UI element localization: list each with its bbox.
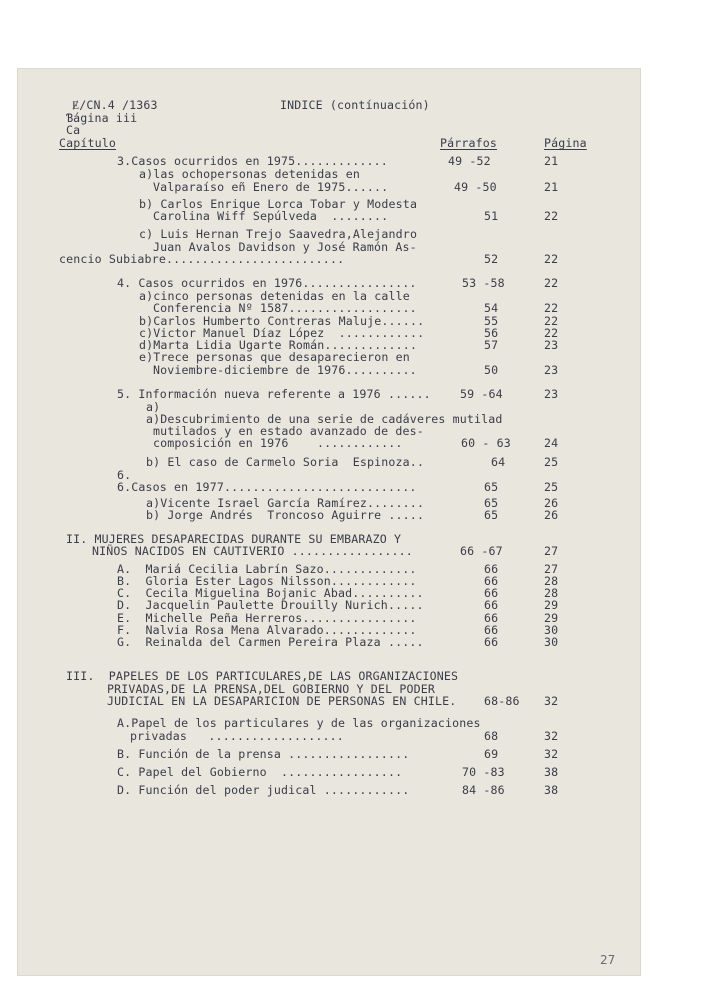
index-entry-text: a)Vicente Israel García Ramírez........ [146,496,425,510]
index-entry-text: composición en 1976 ............ [153,436,403,450]
index-entry-text: A. Mariá Cecilia Labrín Sazo............. [117,562,417,576]
page-column-header: Página [544,136,587,150]
index-entry-text: b) El caso de Carmelo Soria Espinoza.. [146,455,425,469]
index-entry-paragraphs: 70 -83 [462,765,505,779]
index-entry-text: 5. Información nueva referente a 1976 ...... [117,387,431,401]
index-entry-page: 21 [544,180,559,194]
index-entry-paragraphs: 66 [484,611,499,625]
index-entry-text: Conferencia Nº 1587.................. [153,301,417,315]
index-entry-page: 23 [544,363,559,377]
chapter-mark: Ca [66,123,81,137]
handwritten-page-mark: 27 [600,953,616,967]
index-entry-paragraphs: 59 -64 [460,387,503,401]
index-entry-page: 23 [544,338,559,352]
index-entry-page: 38 [544,765,559,779]
index-entry-text: 6. [117,468,132,482]
index-entry-paragraphs: 69 [484,747,499,761]
index-entry-text: 6.Casos en 1977........................... [117,480,417,494]
index-entry-text: F. Nalvia Rosa Mena Alvarado............. [117,623,417,637]
index-entry-text: b)Carlos Humberto Contreras Maluje...... [139,314,425,328]
index-entry-paragraphs: 66 [484,562,499,576]
index-entry-page: 26 [544,496,559,510]
index-entry-paragraphs: 52 [484,252,499,266]
index-entry-paragraphs: 64 [491,455,506,469]
index-entry-page: 26 [544,508,559,522]
index-entry-paragraphs: 56 [484,326,499,340]
index-entry-paragraphs: 53 -58 [462,276,505,290]
index-entry-paragraphs: 65 [484,508,499,522]
index-entry-paragraphs: 60 - 63 [461,436,511,450]
index-entry-text: c) Luis Hernan Trejo Saavedra,Alejandro [139,227,418,241]
index-entry-page: 22 [544,314,559,328]
index-entry-text: Juan Avalos Davidson y José Ramón As- [153,240,417,254]
index-entry-page: 22 [544,326,559,340]
index-entry-page: 28 [544,586,559,600]
index-entry-text: D. Jacquelin Paulette Drouilly Nurich..... [117,598,424,612]
index-entry-text: privadas ................... [130,729,344,743]
index-entry-paragraphs: 84 -86 [462,783,505,797]
index-entry-text: C. Papel del Gobierno ................. [117,765,403,779]
index-entry-text: E. Michelle Peña Herreros................ [117,611,417,625]
chapter-column-header: Capítulo [59,136,117,150]
index-entry-text: NIÑOS NACIDOS EN CAUTIVERIO ................. [92,544,413,558]
index-entry-text: Noviembre-diciembre de 1976.......... [153,363,417,377]
index-entry-paragraphs: 55 [484,314,499,328]
index-entry-page: 30 [544,635,559,649]
index-entry-paragraphs: 50 [484,363,499,377]
index-entry-page: 32 [544,694,559,708]
index-entry-page: 23 [544,387,559,401]
index-entry-paragraphs: 66 -67 [460,544,503,558]
index-entry-text: II. MUJERES DESAPARECIDAS DURANTE SU EMBARAZO Y [66,532,402,546]
index-entry-text: Valparaíso eñ Enero de 1975...... [153,180,389,194]
index-entry-page: 21 [544,154,559,168]
index-entry-paragraphs: 68-86 [484,694,520,708]
index-entry-paragraphs: 51 [484,209,499,223]
index-entry-paragraphs: 49 -52 [448,154,491,168]
index-entry-text: PRIVADAS,DE LA PRENSA,DEL GOBIERNO Y DEL PODER [107,682,435,696]
index-entry-text: a)Descubrimiento de una serie de cadáveres mutilad [146,412,503,426]
index-entry-page: 38 [544,783,559,797]
index-entry-text: D. Función del poder judical ............ [117,783,410,797]
index-entry-text: B. Gloria Ester Lagos Nilsson............ [117,574,417,588]
index-entry-page: 22 [544,276,559,290]
index-entry-page: 30 [544,623,559,637]
document-reference: Ɇ/CN.4 /1363 [72,98,158,112]
index-entry-text: A.Papel de los particulares y de las organizaciones [117,716,481,730]
index-entry-text: b) Carlos Enrique Lorca Tobar y Modesta [139,197,418,211]
index-entry-page: 22 [544,252,559,266]
index-entry-paragraphs: 66 [484,623,499,637]
index-entry-paragraphs: 49 -50 [454,180,497,194]
index-entry-text: B. Función de la prensa ................. [117,747,410,761]
index-entry-page: 27 [544,562,559,576]
index-entry-page: 22 [544,209,559,223]
index-entry-text: e)Trece personas que desaparecieron en [139,350,410,364]
index-entry-text: 4. Casos ocurridos en 1976................ [117,276,417,290]
index-entry-page: 22 [544,301,559,315]
index-entry-page: 25 [544,480,559,494]
index-entry-page: 27 [544,544,559,558]
index-entry-text: b) Jorge Andrés Troncoso Aguirre ..... [146,508,425,522]
index-entry-paragraphs: 54 [484,301,499,315]
index-entry-page: 24 [544,436,559,450]
index-entry-paragraphs: 65 [484,480,499,494]
page-reference: Ɓágina iii [66,111,138,125]
index-entry-text: Carolina Wiff Sepúlveda ........ [153,209,389,223]
index-entry-page: 32 [544,729,559,743]
index-entry-text: III. PAPELES DE LOS PARTICULARES,DE LAS ORGANIZACIONES [66,669,459,683]
index-entry-text: d)Marta Lidia Ugarte Román............. [139,338,418,352]
index-entry-text: a)las ochopersonas detenidas en [139,167,361,181]
index-entry-paragraphs: 66 [484,598,499,612]
index-entry-text: a)cinco personas detenidas en la calle [139,289,410,303]
index-entry-text: mutilados y en estado avanzado de des- [153,424,424,438]
index-entry-page: 29 [544,598,559,612]
index-entry-paragraphs: 66 [484,574,499,588]
index-entry-paragraphs: 68 [484,729,499,743]
index-entry-text: JUDICIAL EN LA DESAPARICION DE PERSONAS EN CHILE. [107,694,457,708]
index-entry-text: G. Reinalda del Carmen Pereira Plaza ..... [117,635,424,649]
paragraphs-column-header: Párrafos [440,136,498,150]
index-entry-text: cencio Subiabre......................... [59,252,345,266]
index-entry-page: 28 [544,574,559,588]
index-entry-paragraphs: 65 [484,496,499,510]
index-entry-page: 29 [544,611,559,625]
index-entry-page: 32 [544,747,559,761]
index-entry-paragraphs: 66 [484,635,499,649]
index-entry-paragraphs: 57 [484,338,499,352]
index-entry-paragraphs: 66 [484,586,499,600]
index-entry-text: a) [146,400,161,414]
page-title: INDICE (contínuación) [280,98,430,112]
index-entry-text: 3.Casos ocurridos en 1975............. [117,154,388,168]
index-entry-text: C. Cecila Miguelina Bojanic Abad.......... [117,586,424,600]
index-entry-page: 25 [544,455,559,469]
index-entry-text: c)Victor Manuel Díaz López ............ [139,326,425,340]
